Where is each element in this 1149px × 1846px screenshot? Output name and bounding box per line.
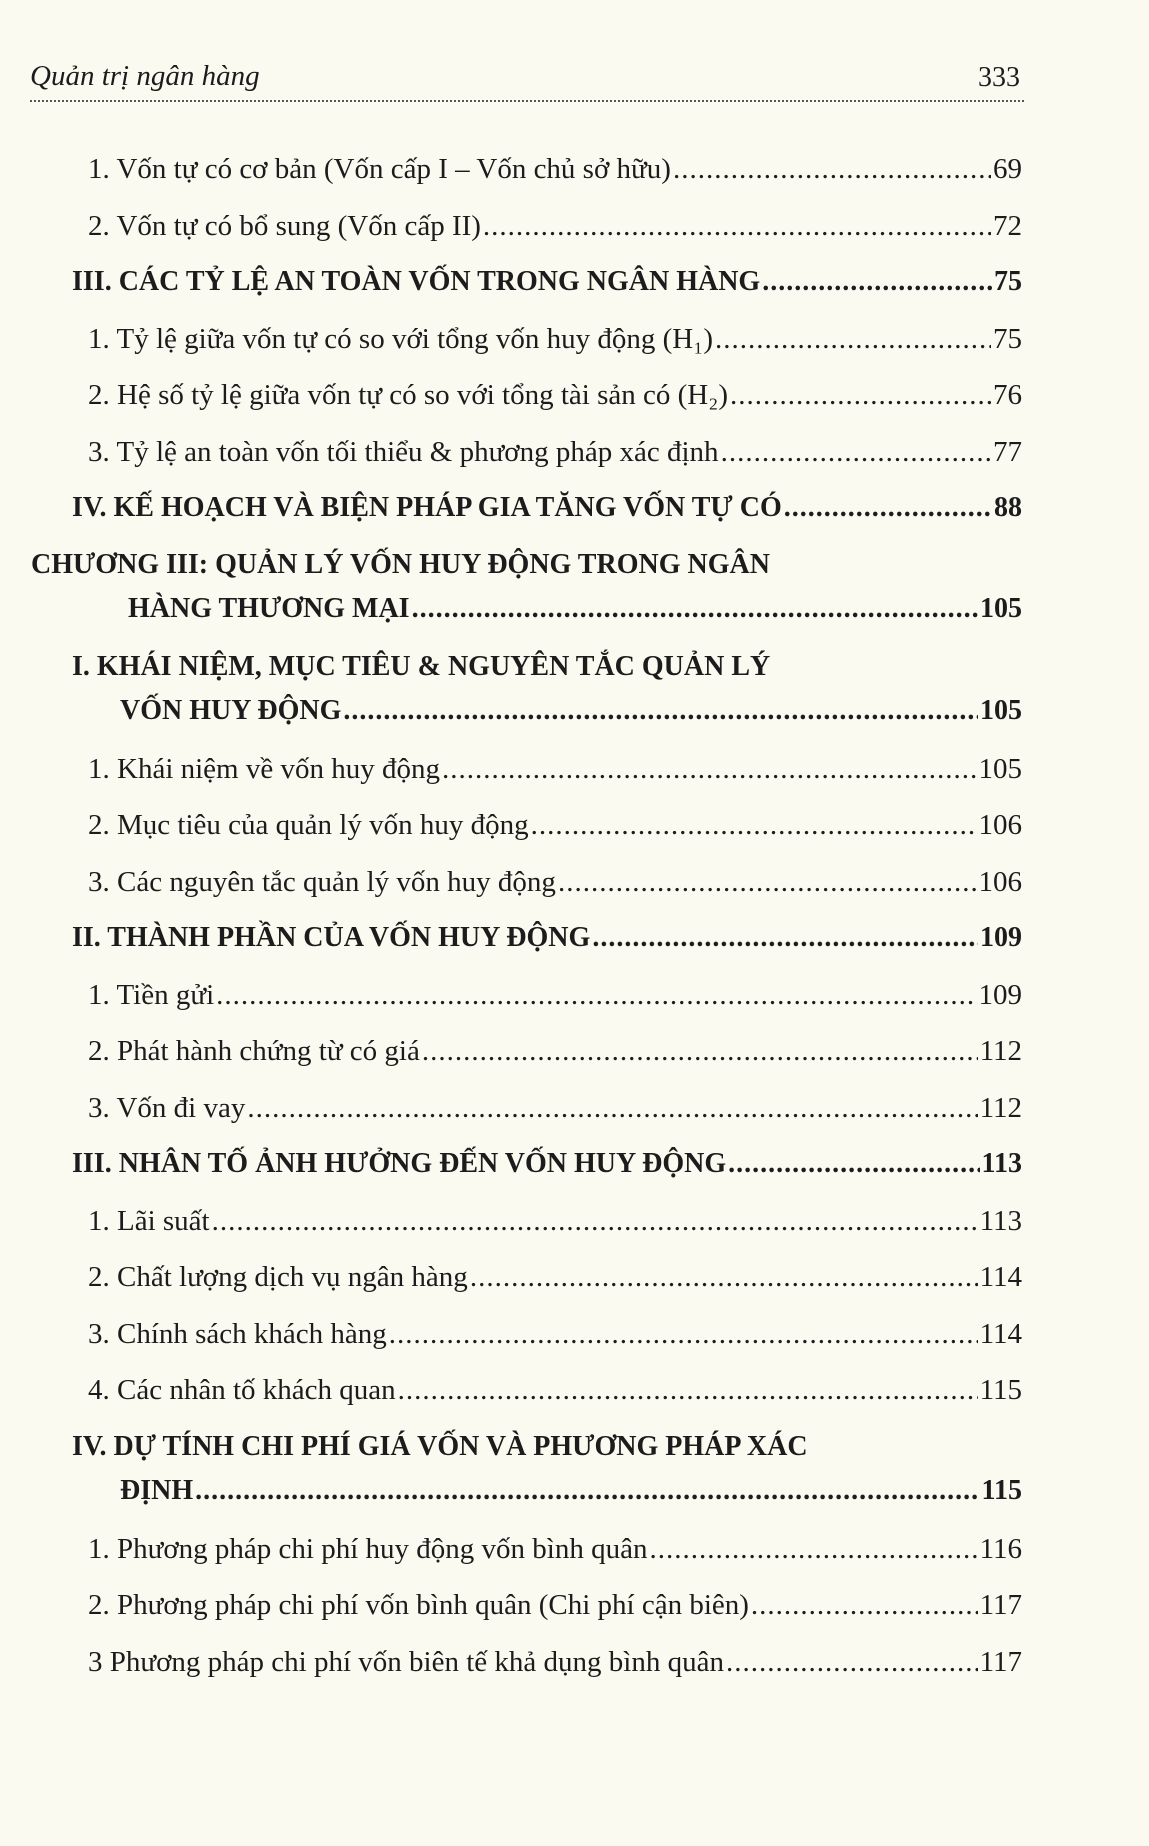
toc-section [0,914,1149,971]
toc-line [88,809,1022,842]
entry-title: 3. Các nguyên tắc quản lý vốn huy động [88,865,556,898]
toc-subsection [0,801,1149,858]
entry-page: 105 [980,592,1022,624]
entry-page: 105 [980,694,1022,726]
toc-line [120,1475,1022,1507]
entry-title: 1. Lãi suất [88,1204,210,1237]
running-header [30,56,1024,102]
toc-line [88,1533,1022,1566]
toc-section [0,258,1149,315]
toc-subsection [0,1310,1149,1367]
toc-section [0,1140,1149,1197]
entry-title-continued: HÀNG THƯƠNG MẠI [128,592,410,624]
entry-title: 2. Chất lượng dịch vụ ngân hàng [88,1261,468,1293]
dot-leader [673,153,991,186]
entry-title: IV. KẾ HOẠCH VÀ BIỆN PHÁP GIA TĂNG VỐN TỰ CÓ [72,492,782,523]
toc-subsection [0,315,1149,372]
toc-line [88,210,1022,243]
toc-subsection [0,1197,1149,1254]
entry-page: 113 [981,1148,1022,1179]
entry-title: 3. Chính sách khách hàng [88,1317,387,1350]
entry-page: 117 [979,1589,1022,1621]
entry-title: I. KHÁI NIỆM, MỤC TIÊU & NGUYÊN TẮC QUẢN LÝ [72,650,771,682]
toc-subsection [0,428,1149,485]
entry-page: 72 [993,209,1022,242]
dot-leader [751,1589,978,1622]
entry-page: 76 [993,379,1022,411]
entry-page: 88 [994,492,1022,523]
toc-line [88,1261,1022,1294]
toc-subsection [0,1638,1149,1695]
toc-subsection [0,858,1149,915]
entry-title: 1. Tỷ lệ giữa vốn tự có so với tổng vốn huy động (H₁) [88,322,714,355]
dot-leader [216,979,976,1012]
dot-leader [721,436,991,469]
entry-page: 106 [978,865,1022,898]
dot-leader [726,1646,978,1679]
dot-leader [442,753,977,786]
entry-title: 2. Phát hành chứng từ có giá [88,1035,420,1067]
toc-line [120,695,1022,727]
dot-leader [389,1318,978,1351]
entry-title: 2. Mục tiêu của quản lý vốn huy động [88,809,529,841]
dot-leader [730,379,991,412]
entry-page: 114 [979,1261,1022,1293]
entry-page: 116 [979,1532,1022,1565]
dot-leader [762,266,992,298]
dot-leader [343,695,978,727]
entry-title-continued: VỐN HUY ĐỘNG [120,694,342,726]
toc-line [88,1092,1022,1125]
toc-section [0,643,1149,745]
toc-subsection [0,1581,1149,1638]
toc-subsection [0,371,1149,428]
entry-title: 2. Phương pháp chi phí vốn bình quân (Chi phí cận biên) [88,1589,749,1621]
dot-leader [715,323,991,356]
toc-subsection [0,1027,1149,1084]
toc-line [88,1589,1022,1622]
dot-leader [728,1148,979,1180]
toc-line [72,651,770,683]
toc-line [72,922,1022,954]
entry-page: 112 [979,1035,1022,1067]
page-number: 333 [978,62,1020,93]
entry-page: 109 [978,978,1022,1011]
entry-title: 1. Phương pháp chi phí huy động vốn bình quân [88,1532,648,1565]
entry-title: II. THÀNH PHẦN CỦA VỐN HUY ĐỘNG [72,922,591,953]
toc-line [88,1374,1022,1407]
toc-line [88,979,1022,1012]
entry-title: 1. Tiền gửi [88,978,215,1011]
toc-subsection [0,1525,1149,1582]
toc-subsection [0,145,1149,202]
toc-subsection [0,202,1149,259]
entry-page: 77 [993,435,1022,468]
entry-page: 109 [980,922,1022,953]
entry-title: 4. Các nhân tố khách quan [88,1374,396,1406]
toc-line [88,436,1022,469]
toc-line [88,866,1022,899]
entry-title: III. CÁC TỶ LỆ AN TOÀN VỐN TRONG NGÂN HÀNG [72,266,761,297]
toc-section [0,1423,1149,1525]
entry-page: 106 [978,809,1022,841]
toc-line [72,492,1022,524]
running-title: Quản trị ngân hàng [30,60,260,92]
entry-title: 3 Phương pháp chi phí vốn biên tế khả dụng bình quân [88,1645,724,1678]
dot-leader [649,1533,977,1566]
toc-line [88,153,1022,186]
table-of-contents [0,145,1149,1694]
entry-title: CHƯƠNG III: QUẢN LÝ VỐN HUY ĐỘNG TRONG NGÂN [31,548,770,580]
entry-title: 1. Vốn tự có cơ bản (Vốn cấp I – Vốn chủ sở hữu) [88,153,671,185]
entry-page: 112 [979,1091,1022,1124]
toc-line [72,1148,1022,1180]
entry-page: 115 [981,1474,1022,1506]
toc-line [88,379,1022,412]
dot-leader [412,593,978,625]
toc-section [0,484,1149,541]
entry-title: III. NHÂN TỐ ẢNH HƯỞNG ĐẾN VỐN HUY ĐỘNG [72,1148,727,1179]
toc-line [31,549,770,581]
entry-page: 115 [979,1374,1022,1406]
toc-line [88,753,1022,786]
toc-line [88,323,1022,356]
entry-page: 69 [993,153,1022,185]
entry-title-continued: ĐỊNH [120,1474,194,1506]
dot-leader [558,866,977,899]
entry-title: 3. Vốn đi vay [88,1091,246,1124]
entry-page: 113 [979,1204,1022,1237]
toc-line [72,1431,808,1463]
dot-leader [398,1374,978,1407]
dot-leader [247,1092,977,1125]
entry-page: 105 [978,752,1022,785]
entry-page: 75 [993,322,1022,355]
entry-page: 75 [994,266,1022,297]
entry-title: IV. DỰ TÍNH CHI PHÍ GIÁ VỐN VÀ PHƯƠNG PHÁP XÁC [72,1430,808,1462]
toc-subsection [0,1366,1149,1423]
dot-leader [470,1261,978,1294]
entry-page: 117 [979,1645,1022,1678]
toc-line [88,1205,1022,1238]
toc-subsection [0,971,1149,1028]
dot-leader [195,1475,979,1507]
toc-subsection [0,1253,1149,1310]
toc-line [88,1318,1022,1351]
dot-leader [531,809,977,842]
dot-leader [592,922,978,954]
toc-chapter [0,541,1149,643]
toc-line [88,1035,1022,1068]
entry-page: 114 [979,1317,1022,1350]
entry-title: 1. Khái niệm về vốn huy động [88,752,440,785]
dot-leader [422,1035,978,1068]
dot-leader [483,210,991,243]
toc-line [128,593,1022,625]
toc-line [72,266,1022,298]
toc-subsection [0,745,1149,802]
dot-leader [212,1205,978,1238]
entry-title: 2. Vốn tự có bổ sung (Vốn cấp II) [88,209,481,242]
toc-subsection [0,1084,1149,1141]
dot-leader [784,492,992,524]
toc-line [88,1646,1022,1679]
entry-title: 2. Hệ số tỷ lệ giữa vốn tự có so với tổng tài sản có (H₂) [88,379,728,411]
entry-title: 3. Tỷ lệ an toàn vốn tối thiểu & phương pháp xác định [88,435,719,468]
